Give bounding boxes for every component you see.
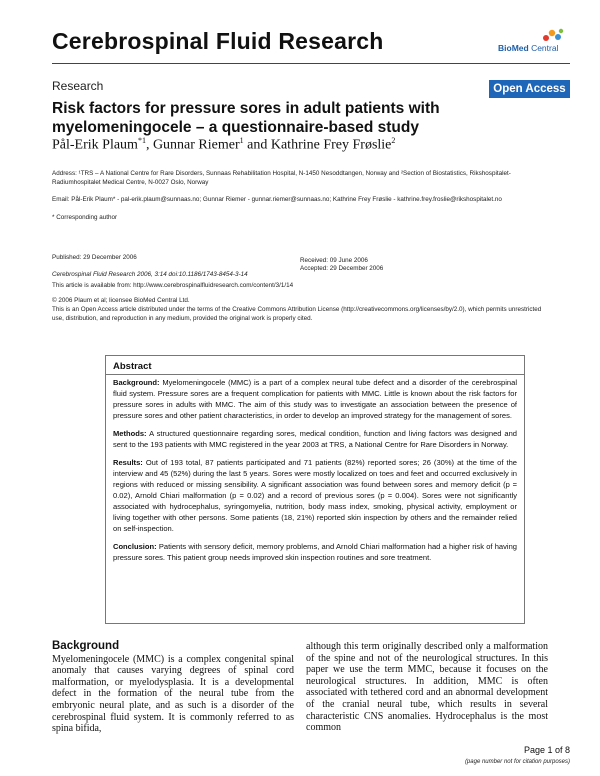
citation: Cerebrospinal Fluid Research 2006, 3:14 doi:10.1186/1743-8454-3-14 [52, 271, 248, 278]
header-rule [52, 63, 570, 64]
abstract-conclusion: Conclusion: Patients with sensory deficit, memory problems, and Arnold Chiari malformation had a higher risk of having pressure sores. This patient group needs improved skin inspection routines and sore treatment. [113, 542, 517, 562]
accepted-date: Accepted: 29 December 2006 [300, 265, 384, 272]
biomed-central-logo-text: BioMed Central [498, 43, 559, 53]
copyright-notice: © 2006 Plaum et al; licensee BioMed Central Ltd. [52, 297, 190, 304]
abstract-methods: Methods: A structured questionnaire regarding sores, medical condition, function and living factors was designed and sent to the 193 patients with MMC registered in the year 2003 at TRS, a National Centre for Rare Disorders in Norway. [113, 429, 517, 449]
author-name[interactable]: Pål-Erik Plaum [52, 137, 138, 153]
author-name[interactable]: Kathrine Frey Frøslie [270, 137, 392, 153]
article-title: Risk factors for pressure sores in adult patients with myelomeningocele – a questionnaire-based study [52, 100, 440, 136]
author-affiliation: 2 [391, 136, 396, 145]
page-number-note: (page number not for citation purposes) [464, 759, 570, 765]
author-address: Address: ¹TRS – A National Centre for Rare Disorders, Sunnaas Rehabilitation Hospital, N-1450 Nesoddtangen, Norway and ²Section of Biostatistics, Rikshospitalet-Radiumhospitalet Medical Centre, N-0027 Oslo, Norway [52, 170, 511, 186]
abstract-heading: Abstract [106, 361, 524, 375]
author-list: Pål-Erik Plaum$^{*1}$, Gunnar Riemer$^1$ and Kathrine Frey Frøslie$^2$ [52, 136, 396, 153]
background-text-left: Myelomeningocele (MMC) is a complex congenital spinal anomaly that causes varying degrees of spinal cord malformation, or myelodysplasia. It is a developmental defect in the formation of the neural tube from the embryonic neural plate, and as such is a disorder of the cerebrospinal fluid system. It is commonly referred to as spina bifida, [52, 653, 294, 735]
biomed-central-logo [498, 28, 568, 56]
author-name[interactable]: Gunnar Riemer [152, 137, 240, 153]
background-text-right: although this term originally described only a malformation of the spine and not of the neurological structures. In this paper we use the term MMC, because it focuses on the neurological structures. In addition, MMC is often associated with tethered cord and an abnormal development of the cranial neural tube, which results in several characteristic CNS anomalies. Hydrocephalus is the most common [306, 641, 548, 734]
page-number: Page 1 of 8 [523, 745, 570, 755]
license-text[interactable]: This is an Open Access article distributed under the terms of the Creative Commons Attribution License (http://creativecommons.org/licenses/by/2.0), which permits unrestricted use, distribution, and reproduction in any medium, provided the original work is properly cited. [52, 306, 542, 322]
author-affiliation: *1 [137, 136, 146, 145]
body-left-column [52, 641, 294, 735]
background-heading: Background [52, 640, 120, 652]
abstract-background: Background: Myelomeningocele (MMC) is a part of a complex neural tube defect and a disorder of the cerebrospinal fluid system. Pressure sores are a frequent complication for patients with MMC. Little is known about the risk factors for pressure sores in adults with MMC. The aim of this study was to investigate an association between the presence of pressure sores and other patient characteristics, in order to develop an improved strategy for the management of sores. [113, 378, 518, 420]
journal-title: Cerebrospinal Fluid Research [52, 28, 384, 54]
author-emails[interactable]: Email: Pål-Erik Plaum* - pal-erik.plaum@sunnaas.no; Gunnar Riemer - gunnar.riemer@sunnaas.no; Kathrine Frey Frøslie - kathrine.frey.froslie@rikshospitalet.no [52, 196, 502, 203]
body-right-column [306, 641, 548, 734]
author-affiliation: 1 [239, 136, 244, 145]
published-date: Published: 29 December 2006 [52, 254, 137, 261]
article-section: Research [52, 79, 104, 93]
biomed-central-logo-icon [542, 28, 564, 42]
article-url[interactable]: This article is available from: http://www.cerebrospinalfluidresearch.com/content/3/1/14 [52, 282, 294, 289]
received-date: Received: 09 June 2006 [300, 257, 368, 264]
open-access-badge: Open Access [489, 80, 570, 98]
corresponding-author-note: * Corresponding author [52, 214, 118, 221]
abstract-results: Results: Out of 193 total, 87 patients participated and 71 patients (82%) reported sores; 26 (30%) at the time of the interview and 45 (52%) during the last 5 years. Sores were mostly localized on toes and feet and occurred exclusively in regions with reduced or missing sensibility. A significant association was found between sores and memory deficit (p = 0.02), Arnold Chiari malformation (p = 0.02) and a record of previous sores (p = 0.004). Sores were not significantly associated with hydrocephalus, syringomyelia, nutrition, body mass index, smoking, physical activity, employment or living together with other persons. Some patients (18, 21%) reported skin inspection by others and the remainder relied on self-inspection. [113, 458, 517, 533]
abstract-box [105, 355, 525, 624]
